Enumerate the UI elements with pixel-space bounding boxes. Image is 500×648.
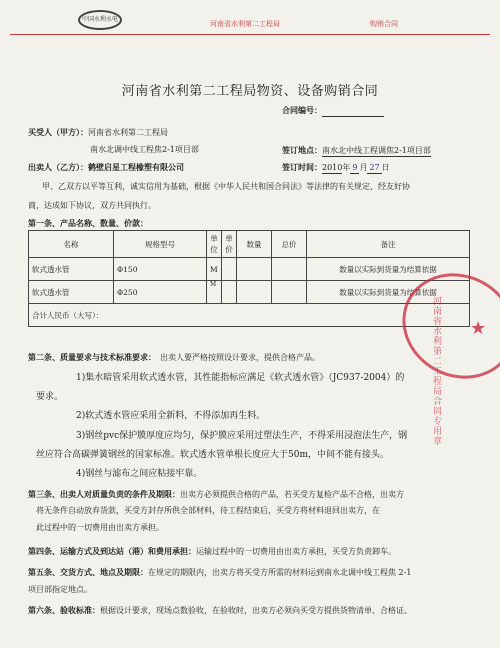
cell-price [222,258,237,281]
year-suffix: 年 [342,163,351,172]
section-6 [28,605,412,616]
seller-name: 鹤壁启星工程橡塑有限公司 [88,162,184,172]
section-5-line-1: 在规定的期限内，出卖方将买受方所需的材料运到南水北调中线工程焦 2-1 [148,568,412,577]
col-header-remark: 备注 [307,231,470,258]
buyer-name: 河南省水利第二工程局 [88,128,168,137]
cell-unit: M [207,281,222,304]
cell-remark: 数量以实际到货量为结算依据 [307,258,470,281]
section-5-label: 第五条、交货方式、地点及期限： [28,567,148,577]
cell-qty [237,258,272,281]
section-2-label: 第二条、质量要求与技术标准要求： [28,352,156,362]
table-header-row [29,231,470,258]
contract-number-label: 合同编号： [282,105,322,115]
contract-number-blank [322,106,384,117]
seal-star-icon: ★ [470,318,487,339]
section-5-line-2: 项目部指定地点。 [28,585,92,594]
sign-place [282,145,431,157]
sign-place-value: 南水北中线工程调焦2-1项目部 [322,146,431,155]
cell-spec: Φ150 [114,258,207,281]
cell-name: 软式透水管 [29,258,114,281]
month-suffix: 月 [359,163,368,172]
item-2: 2)软式透水管应采用全新料，不得添加再生料。 [76,411,266,421]
section-2 [28,352,320,363]
item-3-line-1: 3)钢丝pvc保护膜厚度应均匀，保护膜应采用过塑法生产，不得采用浸泡法生产，钢 [76,431,408,441]
seller-line [28,162,184,173]
buyer-label: 买受人（甲方）： [28,127,88,137]
letterhead [10,8,490,35]
table-row [29,258,470,281]
intro-line-2: 商，达成如下协议，双方共同执行。 [28,201,156,210]
cell-qty [237,281,272,304]
section-6-text: 根据设计要求，现场点数验收，在验收时，出卖方必须向买受方提供货物清单、合格证、 [100,606,412,615]
section-4-label: 第四条、运输方式及到达站（港）和费用承担： [28,546,196,556]
letterhead-doc-type: 购销合同 [370,20,398,28]
cell-spec: Φ250 [114,281,207,304]
col-header-price: 单价 [222,231,237,258]
col-header-spec: 规格型号 [114,231,207,258]
sign-time [282,162,390,174]
item-4: 4)钢丝与滤布之间应粘接牢靠。 [76,469,203,479]
seal-text: 河南省水利第二工程局合同专用章 [431,296,441,446]
cell-unit: M [207,258,222,281]
section-3-line-1: 出卖方必须提供合格的产品，若买受方复检产品不合格，出卖方 [180,490,404,499]
cell-remark: 数量以实际到货量为结算依据 [307,281,470,304]
cell-name: 软式透水管 [29,281,114,304]
intro-line-1: 甲、乙双方以平等互利，诚实信用为基础，根据《中华人民共和国合同法》等法律的有关规定，经友好协 [42,182,410,191]
cell-total [272,258,307,281]
sign-month: 9 [352,163,358,172]
section-5 [28,567,411,578]
item-3-line-2: 丝应符合高碳弹簧钢丝的国家标准。软式透水管单根长度应大于50m，中间不能有接头。 [36,450,389,460]
sign-year: 2010 [322,163,343,172]
company-logo-icon [78,10,122,30]
section-2-text: 出卖人要严格按照设计要求，提供合格产品。 [160,353,320,362]
section-6-label: 第六条、验收标准： [28,605,100,615]
sign-time-label: 签订时间： [282,162,322,172]
sign-place-label: 签订地点： [282,145,322,155]
buyer-dept: 南水北调中线工程焦2-1项目部 [90,145,199,154]
contract-number [282,105,384,117]
section-1-heading: 第一条、产品名称、数量、价款： [28,218,148,228]
section-3-label: 第三条、出卖人对质量负责的条件及期限： [28,489,180,499]
col-header-qty: 数量 [237,231,272,258]
logo-text: 中国水利水电 [81,16,118,23]
section-3-line-2: 将无条件自动放弃货款，买受方封存所供全部材料，待工程结束后，买受方将材料退回出卖方，在 [36,506,380,515]
table-row [29,281,470,304]
section-3-line-3: 此过程中的一切费用由出卖方承担。 [36,523,164,532]
seller-label: 出卖人（乙方）： [28,162,88,172]
cell-total [272,281,307,304]
sign-day: 27 [369,163,380,172]
col-header-name: 名称 [29,231,114,258]
col-header-unit: 单位 [207,231,222,258]
day-suffix: 日 [381,163,390,172]
section-4-text: 运输过程中的一切费用由出卖方承担，买受方负责卸车。 [196,547,396,556]
contract-title: 河南省水利第二工程局物资、设备购销合同 [121,84,379,99]
item-1-line-2: 要求。 [36,392,64,402]
letterhead-org: 河南省水利第二工程局 [210,20,280,28]
section-3 [28,489,404,500]
item-1-line-1: 1)集水暗管采用软式透水管，其性能指标应满足《软式透水管》（JC937-2004）的 [76,373,405,383]
cell-price [222,281,237,304]
section-4 [28,546,396,557]
total-label: 合计人民币（大写）： [29,304,470,327]
col-header-total: 总价 [272,231,307,258]
buyer-line [28,127,168,138]
